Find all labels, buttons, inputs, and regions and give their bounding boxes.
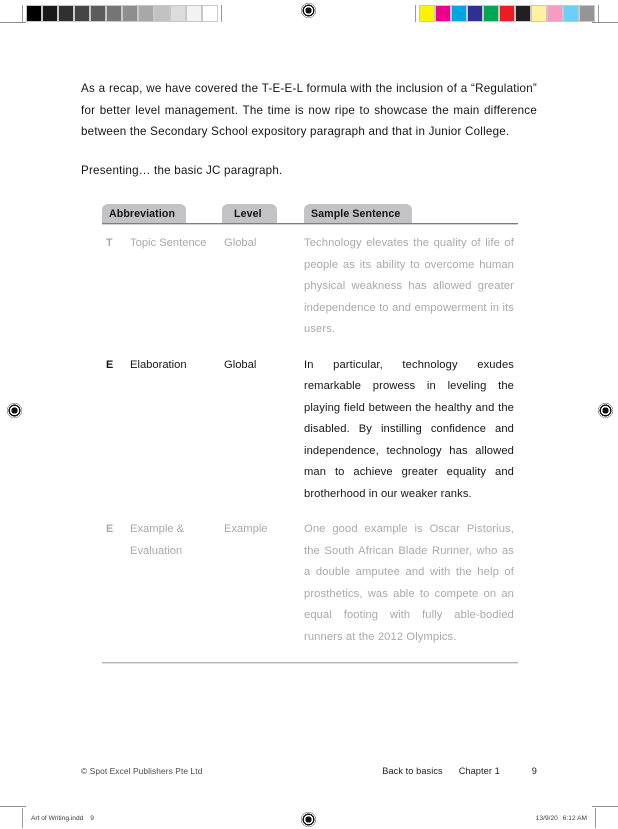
grayscale-swatch [74,5,90,22]
column-header-abbreviation: Abbreviation [102,204,186,223]
cell-abbreviation-letter: T [106,237,113,249]
print-slug-line [22,808,596,828]
color-swatch [579,5,595,22]
footer-right-group [382,766,537,776]
color-swatch [515,5,531,22]
footer-copyright: © Spot Excel Publishers Pte Ltd [81,766,203,776]
intro-paragraph: As a recap, we have covered the T-E-E-L formula with the inclusion of a “Regulation” for better level management. The time is now ripe to showcase the main difference between the Secondary School expository paragraph and that in Junior College. [81,82,537,138]
grayscale-swatch [138,5,154,22]
column-header-level: Level [222,204,277,223]
cell-sample-sentence: One good example is Oscar Pistorius, the South African Blade Runner, who as a double amputee and with the help of prosthetics, was able to compete on an equal footing with fully able-bodied runners at the 2012 Olympics. [304,523,514,643]
cell-sample-sentence: Technology elevates the quality of life of people as its ability to overcome human physical weakness has allowed greater independence to and empowerment in its users. [304,237,514,335]
color-swatch [483,5,499,22]
grayscale-swatch [186,5,202,22]
footer-chapter-label: Chapter 1 [458,766,500,776]
table-row [102,233,518,341]
table-body [102,225,518,648]
color-calibration-strip [415,5,599,22]
grayscale-swatch [58,5,74,22]
grayscale-swatch [122,5,138,22]
color-swatch [563,5,579,22]
slug-left-group [31,815,94,822]
registration-mark-left [7,403,22,418]
cell-level: Example [224,523,268,535]
grayscale-swatch [170,5,186,22]
grayscale-swatch [154,5,170,22]
page-footer [81,766,537,776]
registration-mark-top [301,3,316,18]
cell-abbreviation-label: Topic Sentence [130,237,207,249]
grayscale-swatch [42,5,58,22]
color-swatch [419,5,435,22]
cell-level: Global [224,358,257,371]
crop-mark-bottom-right [592,806,618,807]
teel-table [102,204,518,664]
footer-page-number: 9 [531,766,537,776]
cell-abbreviation-letter: E [106,358,114,371]
color-swatch [467,5,483,22]
color-swatch [435,5,451,22]
grayscale-swatch [202,5,218,22]
slug-time: 6:12 AM [562,814,587,822]
table-footer-rule [102,662,518,664]
grayscale-swatch [26,5,42,22]
cell-abbreviation-label: Example & Evaluation [130,523,185,557]
crop-mark-bottom-left [0,806,26,807]
grayscale-swatch [106,5,122,22]
color-swatch [499,5,515,22]
color-swatch [547,5,563,22]
registration-mark-right [598,403,613,418]
table-header-row [102,204,518,223]
cell-sample-sentence: In particular, technology exudes remarkable prowess in leveling the playing field between the healthy and the disabled. By instilling confidence and independence, technology has allowed man to achieve greater equality and brotherhood in our weaker ranks. [304,358,514,500]
table-row [102,355,518,506]
crop-mark-top-left [0,22,26,23]
table-row [102,519,518,648]
crop-mark-top-right [592,22,618,23]
column-header-sample-sentence: Sample Sentence [304,204,412,223]
color-swatch [451,5,467,22]
presenting-line: Presenting… the basic JC paragraph. [81,164,283,177]
grayscale-swatch [90,5,106,22]
color-swatch [531,5,547,22]
slug-right-group [536,815,587,822]
cell-level: Global [224,237,257,249]
slug-filename: Art of Writing.indd [31,814,84,822]
slug-date: 13/9/20 [535,814,558,822]
cell-abbreviation-label: Elaboration [130,358,187,371]
grayscale-calibration-strip [22,5,222,22]
cell-abbreviation-letter: E [106,523,114,535]
slug-file-page: 9 [90,814,94,822]
footer-section-title: Back to basics [382,766,443,776]
